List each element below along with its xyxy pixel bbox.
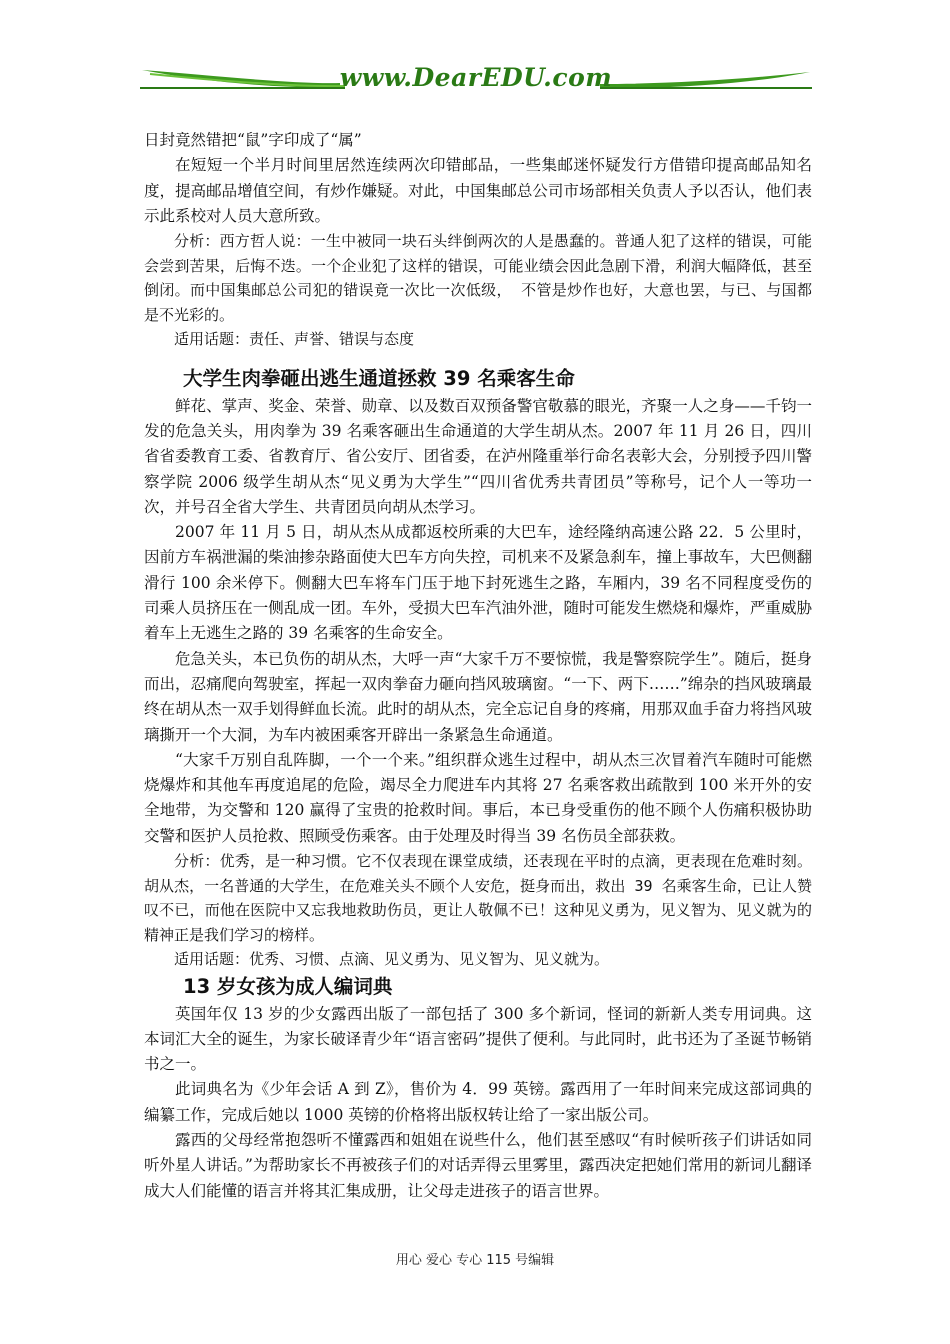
paragraph: 鲜花、掌声、奖金、荣誉、勋章、以及数百双预备警官敬慕的眼光，齐聚一人之身——千钧一发的危急关头，用肉拳为 39 名乘客砸出生命通道的大学生胡从杰。2007 年 11 月 26 日，四川省省委教育工委、省教育厅、省公安厅、团省委，在泸州隆重举行命名表彰大会，分别授予四川警察学院 2006 级学生胡从杰“见义勇为大学生”“四川省优秀共青团员”等称号，记个人一等功一次，并号召全省大学生、共青团员向胡从杰学习。 (144, 396, 812, 516)
page-footer: 用心 爱心 专心 115 号编辑 (395, 1253, 555, 1268)
site-url: www.DearEDU.com (339, 63, 613, 92)
topics-line: 适用话题：优秀、习惯、点滴、见义勇为、见义智为、见义就为。 (174, 950, 610, 969)
paragraph: 危急关头，本已负伤的胡从杰，大呼一声“大家千万不要惊慌，我是警察院学生”。随后，挺身而出，忍痛爬向驾驶室，挥起一双肉拳奋力砸向挡风玻璃窗。“一下、两下……”绵杂的挡风玻璃最终在胡从杰一双手划得鲜血长流。此时的胡从杰，完全忘记自身的疼痛，用那双血手奋力将挡风玻璃撕开一个大洞，为车内被困乘客开辟出一条紧急生命通道。 (144, 649, 812, 744)
topics-line: 适用话题：责任、声誉、错误与态度 (174, 330, 415, 349)
analysis-paragraph: 分析：西方哲人说：一生中被同一块石头绊倒两次的人是愚蠢的。普通人犯了这样的错误，可能会尝到苦果，后悔不迭。一个企业犯了这样的错误，可能业绩会因此急剧下滑，利润大幅降低，甚至倒闭。而中国集邮总公司犯的错误竟一次比一次低级， 不管是炒作也好，大意也罢，与已、与国都是不光彩的。 (144, 232, 812, 324)
article-title: 13 岁女孩为成人编词典 (183, 974, 393, 998)
paragraph: 在短短一个半月时间里居然连续两次印错邮品，一些集邮迷怀疑发行方借错印提高邮品知名度，提高邮品增值空间，有炒作嫌疑。对此，中国集邮总公司市场部相关负责人予以否认，他们表示此系校对人员大意所致。 (144, 156, 812, 225)
document-body (144, 128, 812, 1204)
paragraph: 英国年仅 13 岁的少女露西出版了一部包括了 300 多个新词，怪词的新新人类专用词典。这本词汇大全的诞生，为家长破译青少年“语言密码”提供了便利。与此同时，此书还为了圣诞节畅销书之一。 (144, 1004, 812, 1074)
page-header (140, 62, 812, 102)
paragraph: 日封竟然错把“鼠”字印成了“属” (144, 131, 362, 149)
article-title: 大学生肉拳砸出逃生通道拯救 39 名乘客生命 (183, 366, 575, 390)
paragraph: “大家千万别自乱阵脚，一个一个来。”组织群众逃生过程中，胡从杰三次冒着汽车随时可能燃烧爆炸和其他车再度追尾的危险，竭尽全力爬进车内其将 27 名乘客救出疏散到 100 米开外的安全地带，为交警和 120 赢得了宝贵的抢救时间。事后，本已身受重伤的他不顾个人伤痛积极协助交警和医护人员抢救、照顾受伤乘客。由于处理及时得当 39 名伤员全部获救。 (144, 750, 812, 845)
paragraph: 此词典名为《少年会话 A 到 Z》，售价为 4．99 英镑。露西用了一年时间来完成这部词典的编纂工作，完成后她以 1000 英镑的价格将出版权转让给了一家出版公司。 (144, 1080, 812, 1124)
paragraph: 2007 年 11 月 5 日，胡从杰从成都返校所乘的大巴车，途经隆纳高速公路 22．5 公里时，因前方车祸泄漏的柴油掺杂路面使大巴车方向失控，司机来不及紧急刹车，撞上事故车，大巴侧翻滑行 100 余米停下。侧翻大巴车将车门压于地下封死逃生之路，车厢内，39 名不同程度受伤的司乘人员挤压在一侧乱成一团。车外，受损大巴车汽油外泄，随时可能发生燃烧和爆炸，严重威胁着车上无逃生之路的 39 名乘客的生命安全。 (144, 523, 812, 643)
analysis-paragraph: 分析：优秀，是一种习惯。它不仅表现在课堂成绩，还表现在平时的点滴，更表现在危难时刻。胡从杰，一名普通的大学生，在危难关头不顾个人安危，挺身而出，救出 39 名乘客生命，已让人赞叹不已，而他在医院中又忘我地救助伤员，更让人敬佩不已！这种见义勇为，见义智为、见义就为的精神正是我们学习的榜样。 (144, 852, 812, 944)
paragraph: 露西的父母经常抱怨听不懂露西和姐姐在说些什么，他们甚至感叹“有时候听孩子们讲话如同听外星人讲话。”为帮助家长不再被孩子们的对话弄得云里雾里，露西决定把她们常用的新词儿翻译成大人们能懂的语言并将其汇集成册，让父母走进孩子的语言世界。 (144, 1131, 812, 1200)
